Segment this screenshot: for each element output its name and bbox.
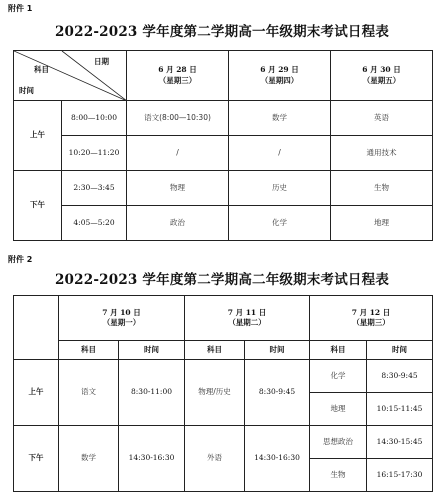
date-header-cell [229,51,331,101]
subject-cell: / [127,136,229,171]
table-row [14,360,433,393]
date-header-cell [185,296,310,341]
corner-cell [14,296,59,360]
table-row [14,426,433,459]
time-cell: 2:30—3:45 [62,171,127,206]
weekday-text: （星期四） [260,75,299,85]
header-row [14,296,433,341]
table-row [14,136,433,171]
annex-1-label: 附件 1 [8,4,33,13]
diagonal-header-cell [14,51,127,101]
time-cell: 8:30-9:45 [245,360,310,426]
table-row [14,171,433,206]
subject-cell: 语文 [59,360,119,426]
subject-cell: 通用技术 [331,136,433,171]
subject-cell: 化学 [229,206,331,241]
date-text: 6 月 29 日 [260,65,299,75]
grade-2-schedule-table [13,295,433,492]
annex-1-title: 2022-2023 学年度第二学期高一年级期末考试日程表 [54,24,390,40]
date-text: 6 月 28 日 [158,65,197,75]
date-text: 6 月 30 日 [362,65,401,75]
subheader-row [14,341,433,360]
period-label-morning: 上午 [14,101,62,171]
period-label-afternoon: 下午 [14,426,59,492]
annex-2-label: 附件 2 [8,255,33,264]
subject-cell: 生物 [331,171,433,206]
date-text: 7 月 11 日 [227,307,267,317]
weekday-text: （星期二） [228,318,266,327]
subject-cell: 化学 [310,360,367,393]
grade-1-schedule-table [13,50,433,241]
weekday-text: （星期一） [102,318,141,327]
column-header-subject: 科目 [59,341,119,360]
subject-cell: 语文(8:00—10:30) [127,101,229,136]
period-label-afternoon: 下午 [14,171,62,241]
subject-cell: 英语 [331,101,433,136]
column-header-time: 时间 [245,341,310,360]
time-cell: 4:05—5:20 [62,206,127,241]
time-cell: 8:30-9:45 [367,360,433,393]
subject-cell: 物理/历史 [185,360,245,426]
time-cell: 14:30-16:30 [119,426,185,492]
column-header-subject: 科目 [185,341,245,360]
weekday-text: （星期三） [352,318,390,327]
date-header-cell [127,51,229,101]
subject-cell: 地理 [310,393,367,426]
subject-cell: 历史 [229,171,331,206]
weekday-text: （星期三） [158,75,197,85]
subject-cell: 数学 [59,426,119,492]
table-row [14,206,433,241]
date-header-cell [310,296,433,341]
subject-cell: 物理 [127,171,229,206]
time-cell: 14:30-16:30 [245,426,310,492]
table-row [14,101,433,136]
time-cell: 10:20—11:20 [62,136,127,171]
subject-cell: 政治 [127,206,229,241]
annex-2-title: 2022-2023 学年度第二学期高二年级期末考试日程表 [54,272,390,288]
header-time-label: 时间 [19,86,34,95]
column-header-subject: 科目 [310,341,367,360]
time-cell: 16:15-17:30 [367,459,433,492]
time-cell: 10:15-11:45 [367,393,433,426]
time-cell: 8:30-11:00 [119,360,185,426]
subject-cell: / [229,136,331,171]
date-text: 7 月 10 日 [102,307,141,317]
header-subject-label: 科目 [34,65,49,74]
subject-cell: 思想政治 [310,426,367,459]
header-row [14,51,433,101]
subject-cell: 外语 [185,426,245,492]
header-date-label: 日期 [94,57,109,66]
period-label-morning: 上午 [14,360,59,426]
date-header-cell [59,296,185,341]
time-cell: 14:30-15:45 [367,426,433,459]
column-header-time: 时间 [119,341,185,360]
column-header-time: 时间 [367,341,433,360]
subject-cell: 数学 [229,101,331,136]
time-cell: 8:00—10:00 [62,101,127,136]
subject-cell: 地理 [331,206,433,241]
subject-cell: 生物 [310,459,367,492]
weekday-text: （星期五） [362,75,401,85]
date-header-cell [331,51,433,101]
date-text: 7 月 12 日 [351,307,391,317]
